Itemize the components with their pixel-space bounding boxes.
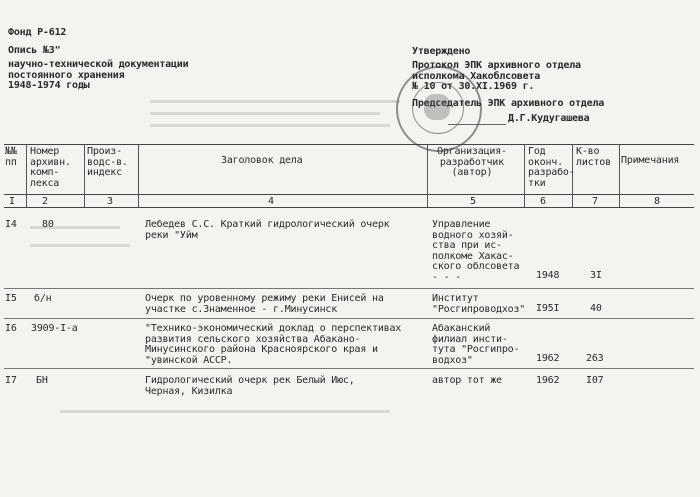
column-header-notes: Примечания [621, 155, 680, 166]
row-sheets: 40 [590, 303, 602, 314]
approval-heading: Утверждено [412, 46, 471, 57]
col-separator [427, 144, 428, 207]
row-year: 1962 [536, 375, 560, 386]
row-title: "Технико-экономический доклад о перспективах развития сельского хозяйства Абакано- Минусинского района Красноярского края и "увинской АССР. [145, 323, 402, 366]
row-org: Абаканский филиал инсти- тута "Росгипро- водхоз" [432, 323, 520, 366]
row-complex: БН [36, 375, 48, 386]
column-number: 6 [540, 196, 546, 207]
column-number: I [9, 196, 15, 207]
row-complex: 80 [42, 219, 54, 230]
row-title: Очерк по уровенному режиму реки Енисей на участке с.Знаменное - г.Минусинск [145, 293, 384, 315]
row-complex: 3909-I-а [31, 323, 78, 334]
bleed-through-line [150, 124, 390, 127]
table-top-border [4, 144, 694, 145]
row-title: Лебедев С.С. Краткий гидрологический очерк реки "Уйм [145, 219, 390, 241]
column-header-sheets: К-во листов [576, 146, 611, 168]
column-number: 8 [654, 196, 660, 207]
col-separator [26, 144, 27, 207]
col-separator [619, 144, 620, 207]
column-header-year: Год оконч. разрабо- тки [528, 146, 575, 189]
row-title: Гидрологический очерк рек Белый Июс, Черная, Кизилка [145, 375, 355, 397]
table-header-border [4, 194, 694, 195]
official-stamp-icon [396, 66, 482, 152]
bleed-through-line [30, 244, 130, 247]
column-header-number: №№ пп [5, 146, 17, 168]
row-year: 1948 [536, 270, 560, 281]
row-number: I5 [5, 293, 17, 304]
row-org: Управление водного хозяй- ства при ис- полкоме Хакас- ского облсовета - - - [432, 219, 520, 283]
column-header-org: Организация- разработчик (автор) [437, 146, 507, 178]
approval-protocol: Протокол ЭПК архивного отдела исполкома Хакоблсовета № 10 от 30.XI.1969 г. [412, 60, 581, 92]
row-divider [4, 318, 694, 319]
approval-signature: Д.Г.Кудугашева [508, 113, 590, 124]
opis-title: научно-технической документации постоянного хранения 1948-1974 годы [8, 59, 189, 91]
bleed-through-line [150, 100, 400, 103]
row-org: автор тот же [432, 375, 502, 386]
row-sheets: 3I [590, 270, 602, 281]
approval-chairman: Председатель ЭПК архивного отдела [412, 98, 605, 109]
column-number: 3 [107, 196, 113, 207]
column-number: 4 [268, 196, 274, 207]
row-divider [4, 368, 694, 369]
row-sheets: I07 [586, 375, 604, 386]
col-separator [524, 144, 525, 207]
column-number: 2 [42, 196, 48, 207]
column-number: 7 [592, 196, 598, 207]
row-number: I6 [5, 323, 17, 334]
opis-number: Опись №3" [8, 45, 61, 56]
row-sheets: 263 [586, 353, 604, 364]
col-separator [84, 144, 85, 207]
stamp-emblem-icon [424, 94, 450, 120]
fond-number: Фонд Р-612 [8, 27, 67, 38]
row-year: 1962 [536, 353, 560, 364]
row-year: I95I [536, 303, 560, 314]
col-separator [138, 144, 139, 207]
bleed-through-line [60, 410, 390, 413]
row-number: I4 [5, 219, 17, 230]
column-header-complex: Номер архивн. комп- лекса [30, 146, 71, 189]
row-divider [4, 288, 694, 289]
bleed-through-line [150, 112, 380, 115]
row-complex: б/н [34, 293, 52, 304]
column-number: 5 [470, 196, 476, 207]
row-org: Институт "Росгипроводхоз" [432, 293, 526, 315]
column-header-title: Заголовок дела [221, 155, 303, 166]
row-number: I7 [5, 375, 17, 386]
column-header-index: Произ- водс-в. индекс [87, 146, 128, 178]
